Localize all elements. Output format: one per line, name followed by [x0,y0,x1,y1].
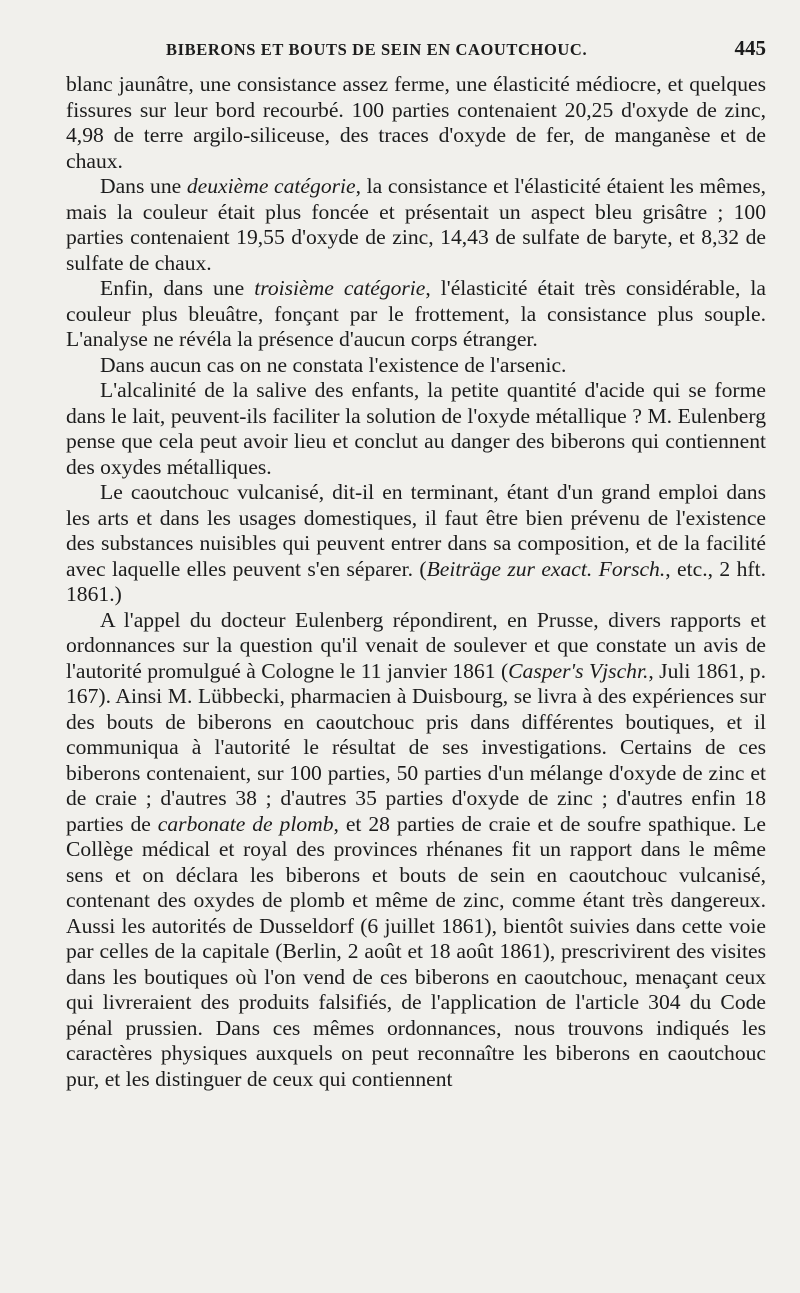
page-number: 445 [734,36,766,60]
text-run: , etc., 2 hft. 1861.) [66,556,766,606]
text-run: Dans une [100,174,187,198]
running-title: BIBERONS ET BOUTS DE SEIN EN CAOUTCHOUC. [166,40,588,59]
paragraph-vulcanized [66,480,766,608]
paragraph-prussia [66,608,766,1093]
paragraph-alkalinity: L'alcalinité de la salive des enfants, la petite quantité d'acide qui se forme dans le lait, peuvent-ils faciliter la solution de l'oxyde métallique ? M. Eulenberg pense que cela peut avoir lieu et conclut au danger des biberons qui contiennent des oxydes métalliques. [66,378,766,479]
paragraph-continuation: blanc jaunâtre, une consistance assez ferme, une élasticité médiocre, et quelques fissures sur leur bord recourbé. 100 parties contenaient 20,25 d'oxyde de zinc, 4,98 de terre argilo-siliceuse, des traces d'oxyde de fer, de manganèse et de chaux. [66,72,766,173]
text-run: A l'appel du docteur Eulenberg répondirent, en Prusse, divers rapports et ordonnances sur la question qu'il venait de soulever et que constate un avis de l'autorité promulgué à Cologne le 11 janvier 1861 ( [66,607,766,683]
text-run: , la consistance et l'élasticité étaient les mêmes, mais la couleur était plus foncée et présentait un aspect bleu grisâtre ; 100 parties contenaient 19,55 d'oxyde de zinc, 14,43 de sulfate de baryte, et 8,32 de sulfate de chaux. [66,174,766,275]
text-run: Enfin, dans une [100,276,255,300]
italic-term: troisième catégorie [254,276,426,300]
text-run: , Juli 1861, p. 167). Ainsi M. Lübbecki, pharmacien à Duisbourg, se livra à des expériences sur des bouts de biberons en caoutchouc pris dans différentes boutiques, et il communiqua à l'autorité le résultat de ses investigations. Certains de ces biberons contenaient, sur 100 parties, 50 parties d'un mélange d'oxyde de zinc et de craie ; d'autres 38 ; d'autres 35 parties d'oxyde de zinc ; d'autres enfin 18 parties de [66,658,766,836]
body-text [66,72,766,1092]
paragraph-arsenic: Dans aucun cas on ne constata l'existence de l'arsenic. [100,352,567,377]
paragraph-second-category [66,174,766,276]
italic-citation: Casper's Vjschr. [508,658,649,683]
text-run: Le caoutchouc vulcanisé, dit-il en terminant, étant d'un grand emploi dans les arts et dans les usages domestiques, il faut être bien prévenu de l'existence des substances nuisibles qui peuvent entrer dans sa composition, et de la facilité avec laquelle elles peuvent s'en séparer. ( [66,480,766,581]
page-header [66,36,766,72]
italic-term: carbonate de plomb [157,811,334,836]
text-run: , et 28 parties de craie et de soufre spathique. Le Collège médical et royal des provinces rhénanes fit un rapport dans le même sens et on déclara les biberons et bouts de sein en caoutchouc vulcanisé, contenant des oxydes de plomb et même de zinc, comme étant très dangereux. Aussi les autorités de Dusseldorf (6 juillet 1861), bientôt suivies dans cette voie par celles de la capitale (Berlin, 2 août et 18 août 1861), prescrivirent des visites dans les boutiques où l'on vend de ces biberons en caoutchouc, menaçant ceux qui livreraient des produits falsifiés, de l'application de l'article 304 du Code pénal prussien. Dans ces mêmes ordonnances, nous trouvons indiqués les caractères physiques auxquels on peut reconnaître les biberons en caoutchouc pur, et les distinguer de ceux qui contiennent [66,811,766,1091]
italic-citation: Beiträge zur exact. Forsch. [426,556,666,581]
paragraph-third-category [66,276,766,353]
italic-term: deuxième catégorie [186,174,356,198]
text-run: , l'élasticité était très considérable, la couleur plus bleuâtre, fonçant par le frottement, la consistance plus souple. L'analyse ne révéla la présence d'aucun corps étranger. [66,276,766,351]
